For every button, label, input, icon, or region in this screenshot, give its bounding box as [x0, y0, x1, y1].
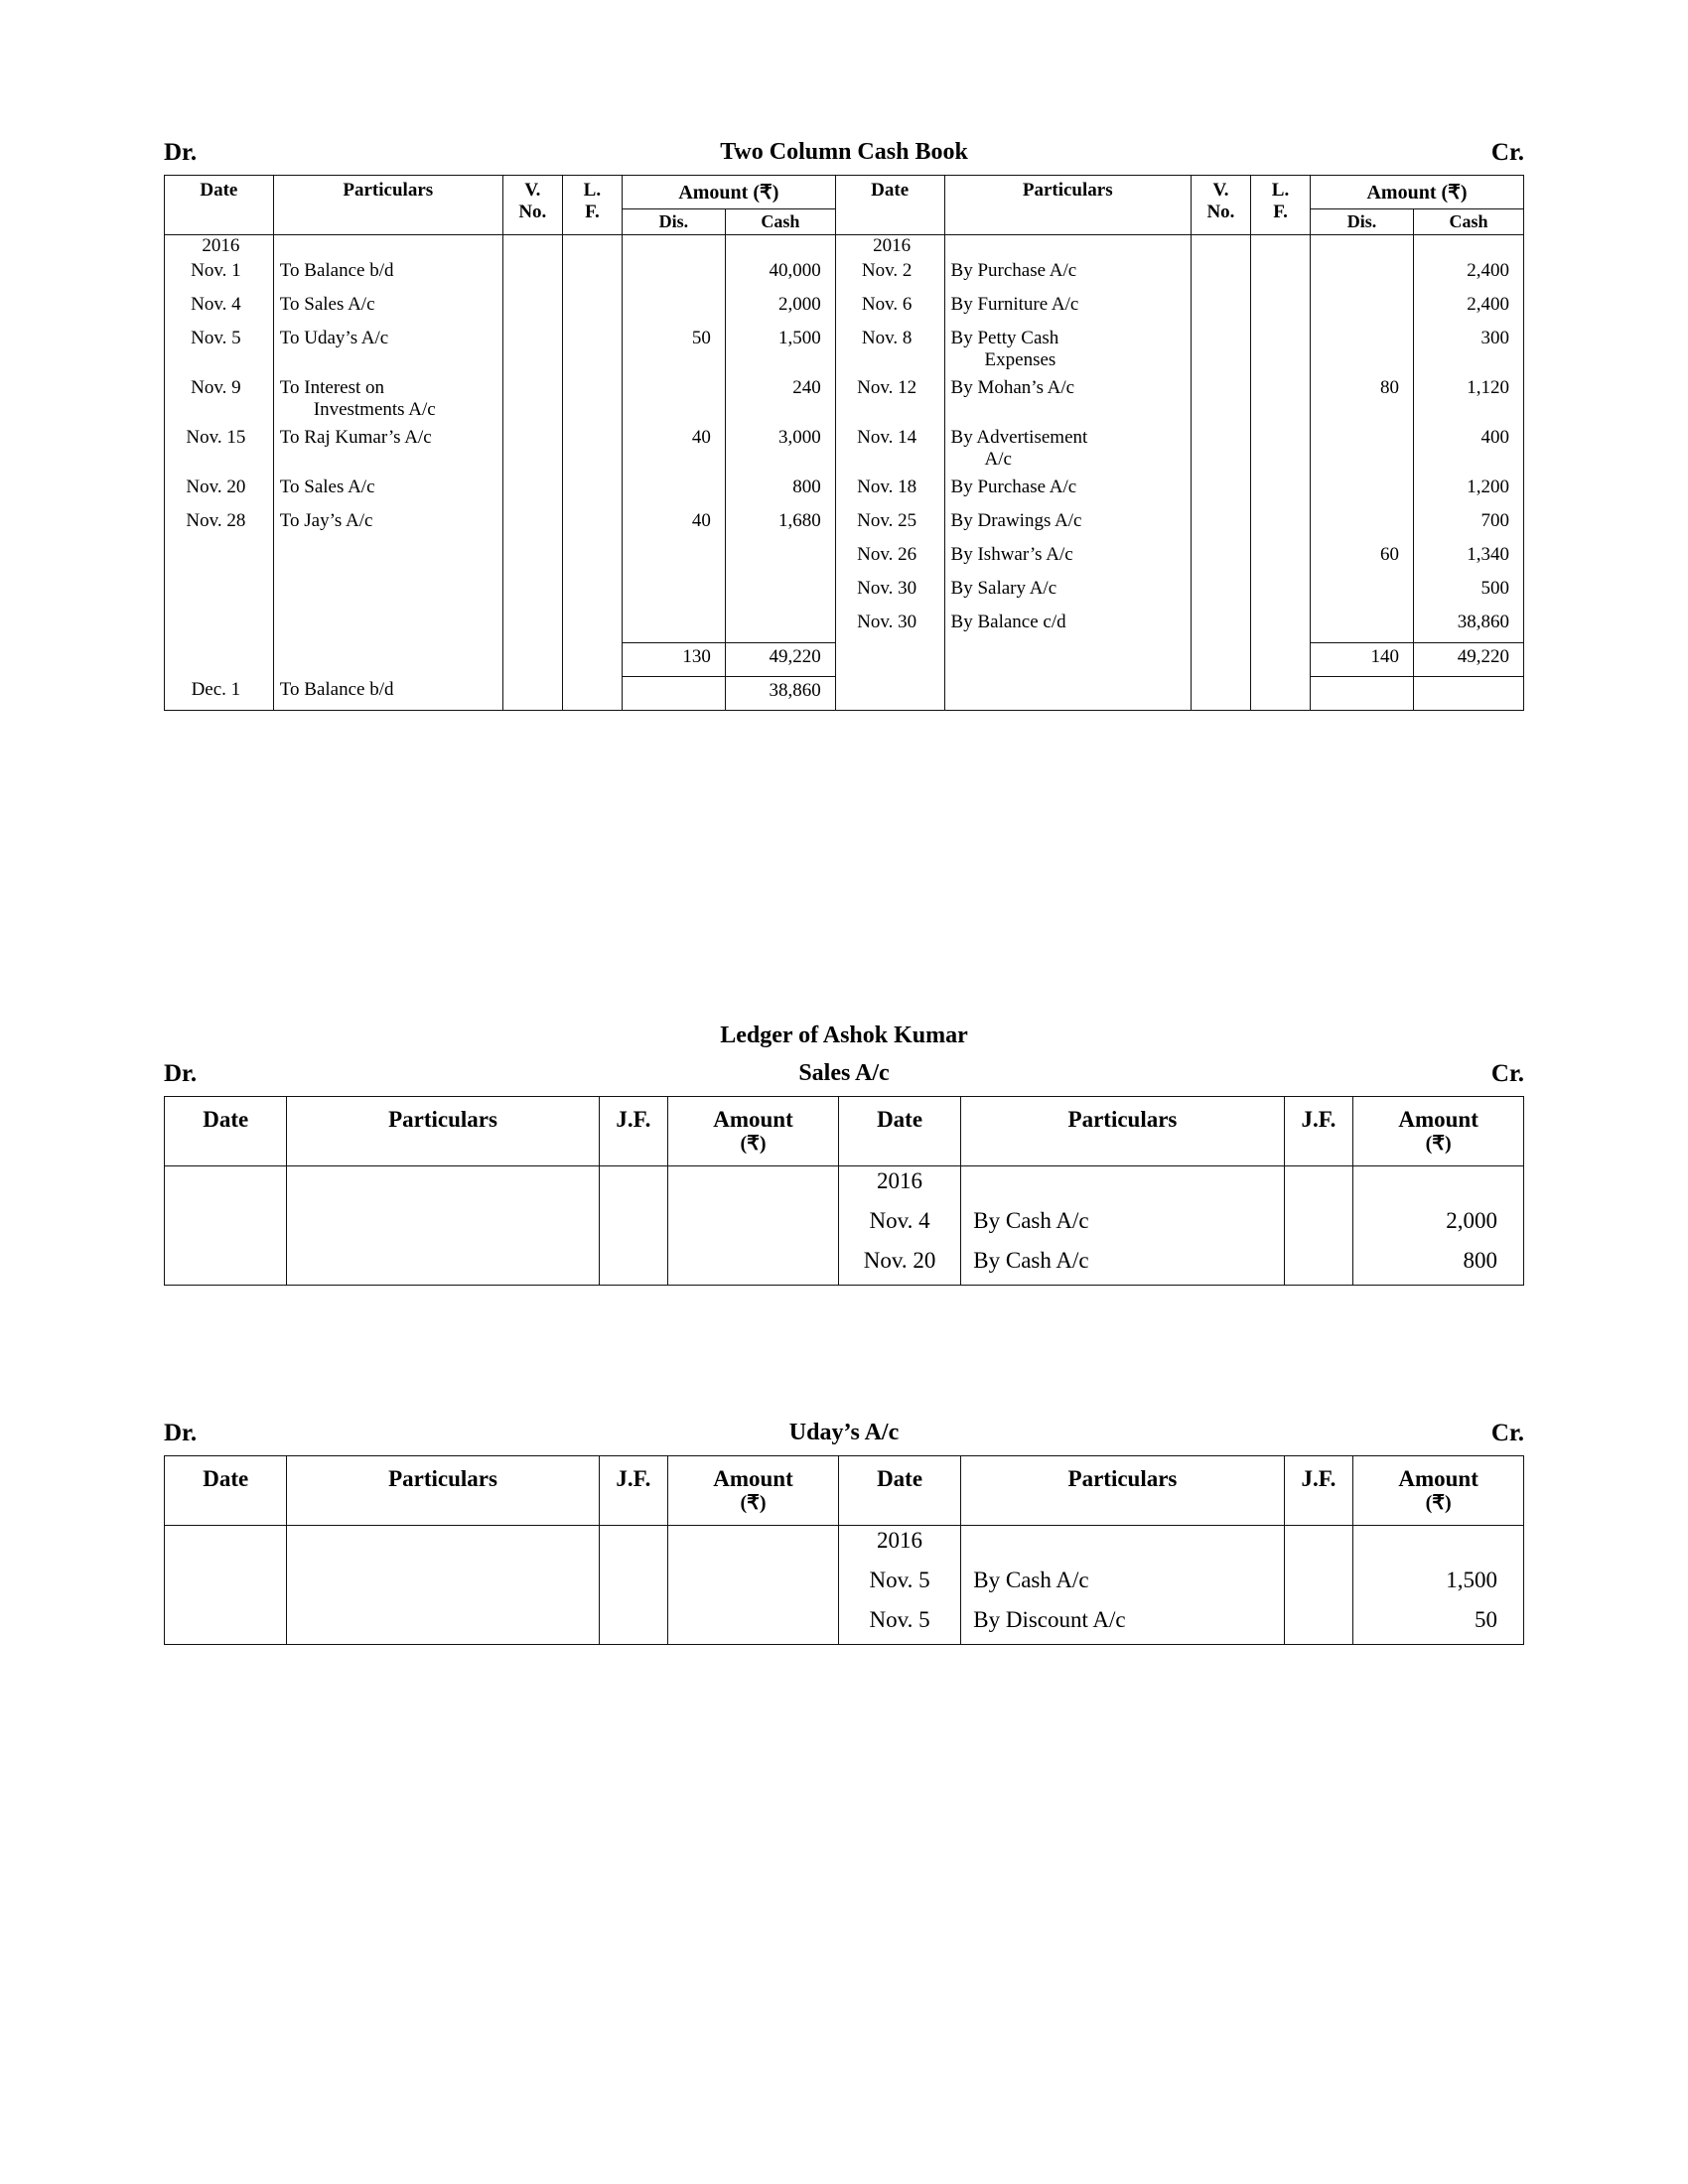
ledger-credit-amount-cell: 50: [1353, 1605, 1524, 1645]
credit-date-cell: Nov. 25: [835, 507, 944, 541]
uday-header-amount-cr-text: Amount: [1398, 1466, 1478, 1491]
table-row: [165, 235, 1524, 258]
credit-particulars-cell: By Drawings A/c: [944, 507, 1191, 541]
credit-total-particulars-cell: [944, 642, 1191, 676]
credit-total-cash-cell: 49,220: [1414, 642, 1524, 676]
ledger-debit-date-cell: [165, 1246, 287, 1286]
debit-date-cell: [165, 575, 274, 609]
credit-cash-cell: 400: [1414, 424, 1524, 474]
ledger-debit-particulars-cell: [287, 1166, 599, 1206]
ledger-debit-particulars-cell: [287, 1526, 599, 1566]
debit-cash-cell: [725, 575, 835, 609]
ledger-debit-jf-cell: [599, 1206, 668, 1246]
ledger-credit-amount-cell: [1353, 1526, 1524, 1566]
ledger-credit-jf-cell: [1284, 1166, 1353, 1206]
credit-vno-cell: [1191, 474, 1250, 507]
debit-particulars-cell: [273, 575, 502, 609]
uday-account-table: [164, 1455, 1524, 1645]
credit-total-discount-cell: 140: [1311, 642, 1414, 676]
uday-header-particulars-dr: Particulars: [287, 1456, 599, 1526]
cash-book-table: [164, 175, 1524, 711]
sales-header-amount-cr: [1353, 1097, 1524, 1166]
uday-header-amount-dr-rupee: (₹): [740, 1492, 767, 1515]
ledger-credit-particulars-cell: By Cash A/c: [961, 1566, 1284, 1605]
debit-lf-cell: [562, 575, 622, 609]
credit-lf-cell: [1250, 575, 1310, 609]
debit-discount-cell: [622, 609, 725, 642]
debit-total-lf-cell: [562, 642, 622, 676]
header-lf-dr: [562, 176, 622, 235]
debit-particulars-cell: To Balance b/d: [273, 257, 502, 291]
ledger-debit-jf-cell: [599, 1605, 668, 1645]
credit-balance-vno-cell: [1191, 676, 1250, 710]
credit-discount-cell: [1311, 609, 1414, 642]
header-dis-dr: Dis.: [622, 209, 725, 235]
debit-lf-cell: [562, 291, 622, 325]
debit-discount-cell: 40: [622, 424, 725, 474]
ledger-credit-jf-cell: [1284, 1566, 1353, 1605]
table-row: [165, 1526, 1524, 1566]
sales-account-body: [165, 1166, 1524, 1286]
debit-discount-cell: [622, 257, 725, 291]
debit-date-cell: Nov. 15: [165, 424, 274, 474]
credit-lf-cell: [1250, 424, 1310, 474]
ledger-debit-particulars-cell: [287, 1566, 599, 1605]
ledger-credit-amount-cell: 2,000: [1353, 1206, 1524, 1246]
credit-cash-cell: 500: [1414, 575, 1524, 609]
sales-header-jf-dr: J.F.: [599, 1097, 668, 1166]
credit-vno-cell: [1191, 257, 1250, 291]
ledger-debit-particulars-cell: [287, 1605, 599, 1645]
debit-discount-cell: [622, 541, 725, 575]
ledger-credit-jf-cell: [1284, 1526, 1353, 1566]
header-date-dr: Date: [165, 176, 274, 235]
debit-date-cell: [165, 609, 274, 642]
debit-balance-vno-cell: [502, 676, 562, 710]
uday-header-particulars-cr: Particulars: [961, 1456, 1284, 1526]
header-vno-dr-line2: No.: [518, 202, 547, 222]
ledger-debit-amount-cell: [668, 1166, 839, 1206]
header-lf-cr: [1250, 176, 1310, 235]
credit-total-date-cell: [835, 642, 944, 676]
sales-header-amount-dr: [668, 1097, 839, 1166]
debit-date-cell: Nov. 9: [165, 374, 274, 424]
uday-header-date-dr: Date: [165, 1456, 287, 1526]
table-row: [165, 474, 1524, 507]
table-row: [165, 507, 1524, 541]
table-row: [165, 541, 1524, 575]
header-vno-cr-line2: No.: [1206, 202, 1235, 222]
credit-date-cell: Nov. 2: [835, 257, 944, 291]
ledger-debit-date-cell: [165, 1526, 287, 1566]
uday-header-amount-cr-rupee: (₹): [1425, 1492, 1452, 1515]
debit-lf-cell: [562, 474, 622, 507]
header-particulars-cr: Particulars: [944, 176, 1191, 235]
ledger-credit-particulars-cell: By Discount A/c: [961, 1605, 1284, 1645]
debit-total-cash-cell: 49,220: [725, 642, 835, 676]
debit-blank-cell: [562, 235, 622, 258]
credit-lf-cell: [1250, 374, 1310, 424]
credit-blank-cell: [1250, 235, 1310, 258]
sales-header-amount-cr-rupee: (₹): [1425, 1133, 1452, 1156]
debit-discount-cell: [622, 374, 725, 424]
uday-header-amount-cr: [1353, 1456, 1524, 1526]
uday-header-amount-dr: [668, 1456, 839, 1526]
credit-balance-cash-cell: [1414, 676, 1524, 710]
ledger-debit-jf-cell: [599, 1526, 668, 1566]
debit-particulars-cell: To Jay’s A/c: [273, 507, 502, 541]
debit-particulars-cell: To Uday’s A/c: [273, 325, 502, 374]
ledger-debit-date-cell: [165, 1206, 287, 1246]
debit-lf-cell: [562, 609, 622, 642]
debit-balance-discount-cell: [622, 676, 725, 710]
credit-date-cell: Nov. 12: [835, 374, 944, 424]
debit-vno-cell: [502, 507, 562, 541]
sales-title-bar: [164, 1060, 1524, 1096]
table-row: [165, 1605, 1524, 1645]
debit-particulars-cell: To Raj Kumar’s A/c: [273, 424, 502, 474]
header-vno-cr-line1: V.: [1212, 180, 1229, 201]
cash-book-section: [164, 139, 1524, 711]
debit-cash-cell: [725, 609, 835, 642]
ledger-debit-jf-cell: [599, 1566, 668, 1605]
debit-blank-cell: [725, 235, 835, 258]
debit-total-particulars-cell: [273, 642, 502, 676]
uday-header-jf-dr: J.F.: [599, 1456, 668, 1526]
ledger-credit-particulars-cell: [961, 1526, 1284, 1566]
debit-balance-date-cell: Dec. 1: [165, 676, 274, 710]
debit-date-cell: Nov. 1: [165, 257, 274, 291]
table-row: [165, 1566, 1524, 1605]
credit-lf-cell: [1250, 291, 1310, 325]
ledger-heading-wrap: [164, 1023, 1524, 1049]
credit-vno-cell: [1191, 291, 1250, 325]
debit-discount-cell: [622, 291, 725, 325]
debit-discount-cell: [622, 575, 725, 609]
debit-discount-cell: 50: [622, 325, 725, 374]
balance-row: [165, 676, 1524, 710]
credit-lf-cell: [1250, 474, 1310, 507]
debit-total-discount-cell: 130: [622, 642, 725, 676]
ledger-credit-particulars-cell: [961, 1166, 1284, 1206]
credit-total-vno-cell: [1191, 642, 1250, 676]
debit-lf-cell: [562, 257, 622, 291]
ledger-debit-amount-cell: [668, 1566, 839, 1605]
debit-date-cell: [165, 541, 274, 575]
ledger-credit-year-cell: 2016: [838, 1166, 960, 1206]
cash-book-dr-label: Dr.: [164, 139, 198, 166]
credit-year-cell: 2016: [835, 235, 944, 258]
debit-particulars-cell: To Sales A/c: [273, 291, 502, 325]
sales-header-date-cr: Date: [838, 1097, 960, 1166]
debit-cash-cell: 2,000: [725, 291, 835, 325]
ledger-credit-date-cell: Nov. 20: [838, 1246, 960, 1286]
credit-date-cell: Nov. 14: [835, 424, 944, 474]
debit-date-cell: Nov. 4: [165, 291, 274, 325]
ledger-debit-particulars-cell: [287, 1246, 599, 1286]
credit-particulars-cell: By Salary A/c: [944, 575, 1191, 609]
debit-discount-cell: 40: [622, 507, 725, 541]
debit-cash-cell: 3,000: [725, 424, 835, 474]
table-row: [165, 1166, 1524, 1206]
debit-blank-cell: [622, 235, 725, 258]
credit-date-cell: Nov. 8: [835, 325, 944, 374]
credit-lf-cell: [1250, 507, 1310, 541]
debit-cash-cell: [725, 541, 835, 575]
credit-particulars-cell: By Ishwar’s A/c: [944, 541, 1191, 575]
ledger-credit-amount-cell: [1353, 1166, 1524, 1206]
cash-book-body: [165, 235, 1524, 711]
credit-cash-cell: 1,120: [1414, 374, 1524, 424]
table-row: [165, 325, 1524, 374]
ledger-credit-year-cell: 2016: [838, 1526, 960, 1566]
sales-account-table: [164, 1096, 1524, 1286]
credit-discount-cell: [1311, 424, 1414, 474]
debit-total-vno-cell: [502, 642, 562, 676]
header-lf-cr-line1: L.: [1271, 180, 1290, 201]
debit-vno-cell: [502, 609, 562, 642]
debit-cash-cell: 40,000: [725, 257, 835, 291]
debit-particulars-cell: [273, 541, 502, 575]
ledger-debit-amount-cell: [668, 1246, 839, 1286]
debit-particulars-cell: To Interest on Investments A/c: [273, 374, 502, 424]
ledger-debit-amount-cell: [668, 1605, 839, 1645]
uday-account-title: Uday’s A/c: [788, 1420, 900, 1445]
credit-blank-cell: [1311, 235, 1414, 258]
credit-discount-cell: [1311, 325, 1414, 374]
credit-particulars-cell: By Purchase A/c: [944, 474, 1191, 507]
uday-dr-label: Dr.: [164, 1420, 198, 1446]
debit-cash-cell: 800: [725, 474, 835, 507]
credit-date-cell: Nov. 26: [835, 541, 944, 575]
debit-vno-cell: [502, 541, 562, 575]
sales-account-section: [164, 1060, 1524, 1286]
uday-cr-label: Cr.: [1490, 1420, 1524, 1446]
header-vno-dr: [502, 176, 562, 235]
credit-vno-cell: [1191, 424, 1250, 474]
credit-total-lf-cell: [1250, 642, 1310, 676]
totals-row: [165, 642, 1524, 676]
ledger-credit-date-cell: Nov. 4: [838, 1206, 960, 1246]
header-cash-cr: Cash: [1414, 209, 1524, 235]
sales-account-title: Sales A/c: [798, 1060, 890, 1086]
credit-particulars-cell: By Petty Cash Expenses: [944, 325, 1191, 374]
credit-particulars-cell: By Advertisement A/c: [944, 424, 1191, 474]
credit-date-cell: Nov. 30: [835, 575, 944, 609]
credit-lf-cell: [1250, 325, 1310, 374]
credit-blank-cell: [1191, 235, 1250, 258]
credit-discount-cell: [1311, 575, 1414, 609]
credit-vno-cell: [1191, 609, 1250, 642]
ledger-debit-date-cell: [165, 1166, 287, 1206]
credit-lf-cell: [1250, 609, 1310, 642]
credit-cash-cell: 300: [1414, 325, 1524, 374]
cash-book-title: Two Column Cash Book: [720, 139, 968, 165]
debit-cash-cell: 1,680: [725, 507, 835, 541]
header-vno-cr: [1191, 176, 1250, 235]
ledger-debit-date-cell: [165, 1566, 287, 1605]
debit-blank-cell: [502, 235, 562, 258]
ledger-credit-particulars-cell: By Cash A/c: [961, 1206, 1284, 1246]
credit-cash-cell: 2,400: [1414, 257, 1524, 291]
credit-blank-cell: [1414, 235, 1524, 258]
credit-vno-cell: [1191, 374, 1250, 424]
credit-particulars-cell: By Purchase A/c: [944, 257, 1191, 291]
debit-vno-cell: [502, 474, 562, 507]
ledger-credit-jf-cell: [1284, 1605, 1353, 1645]
sales-header-particulars-cr: Particulars: [961, 1097, 1284, 1166]
ledger-debit-jf-cell: [599, 1166, 668, 1206]
sales-cr-label: Cr.: [1490, 1060, 1524, 1087]
ledger-debit-jf-cell: [599, 1246, 668, 1286]
credit-cash-cell: 700: [1414, 507, 1524, 541]
table-row: [165, 424, 1524, 474]
table-row: [165, 1246, 1524, 1286]
credit-balance-discount-cell: [1311, 676, 1414, 710]
table-row: [165, 609, 1524, 642]
credit-balance-particulars-cell: [944, 676, 1191, 710]
credit-date-cell: Nov. 18: [835, 474, 944, 507]
debit-vno-cell: [502, 257, 562, 291]
ledger-heading: Ledger of Ashok Kumar: [720, 1023, 968, 1048]
debit-total-date-cell: [165, 642, 274, 676]
debit-balance-lf-cell: [562, 676, 622, 710]
debit-balance-cash-cell: 38,860: [725, 676, 835, 710]
credit-lf-cell: [1250, 541, 1310, 575]
header-date-cr: Date: [835, 176, 944, 235]
credit-discount-cell: [1311, 291, 1414, 325]
ledger-credit-date-cell: Nov. 5: [838, 1566, 960, 1605]
header-amount-cr: Amount (₹): [1311, 176, 1524, 209]
header-vno-dr-line1: V.: [524, 180, 541, 201]
credit-date-cell: Nov. 6: [835, 291, 944, 325]
uday-header-jf-cr: J.F.: [1284, 1456, 1353, 1526]
credit-particulars-cell: By Furniture A/c: [944, 291, 1191, 325]
ledger-credit-amount-cell: 800: [1353, 1246, 1524, 1286]
header-lf-dr-line1: L.: [583, 180, 602, 201]
header-lf-dr-line2: F.: [585, 202, 600, 222]
debit-balance-particulars-cell: To Balance b/d: [273, 676, 502, 710]
debit-cash-cell: 240: [725, 374, 835, 424]
credit-lf-cell: [1250, 257, 1310, 291]
credit-blank-cell: [944, 235, 1191, 258]
table-row: [165, 374, 1524, 424]
ledger-credit-date-cell: Nov. 5: [838, 1605, 960, 1645]
credit-cash-cell: 1,340: [1414, 541, 1524, 575]
sales-header-amount-dr-rupee: (₹): [740, 1133, 767, 1156]
credit-discount-cell: 80: [1311, 374, 1414, 424]
ledger-credit-amount-cell: 1,500: [1353, 1566, 1524, 1605]
ledger-credit-particulars-cell: By Cash A/c: [961, 1246, 1284, 1286]
sales-dr-label: Dr.: [164, 1060, 198, 1087]
debit-date-cell: Nov. 28: [165, 507, 274, 541]
credit-date-cell: Nov. 30: [835, 609, 944, 642]
debit-vno-cell: [502, 374, 562, 424]
debit-vno-cell: [502, 325, 562, 374]
credit-cash-cell: 1,200: [1414, 474, 1524, 507]
debit-discount-cell: [622, 474, 725, 507]
debit-blank-cell: [273, 235, 502, 258]
header-particulars-dr: Particulars: [273, 176, 502, 235]
sales-header-particulars-dr: Particulars: [287, 1097, 599, 1166]
debit-cash-cell: 1,500: [725, 325, 835, 374]
credit-balance-lf-cell: [1250, 676, 1310, 710]
debit-lf-cell: [562, 424, 622, 474]
sales-header-jf-cr: J.F.: [1284, 1097, 1353, 1166]
header-cash-dr: Cash: [725, 209, 835, 235]
debit-lf-cell: [562, 325, 622, 374]
uday-account-section: [164, 1420, 1524, 1645]
credit-vno-cell: [1191, 541, 1250, 575]
debit-particulars-cell: [273, 609, 502, 642]
credit-vno-cell: [1191, 575, 1250, 609]
credit-particulars-cell: By Balance c/d: [944, 609, 1191, 642]
credit-discount-cell: 60: [1311, 541, 1414, 575]
debit-date-cell: Nov. 20: [165, 474, 274, 507]
debit-particulars-cell: To Sales A/c: [273, 474, 502, 507]
debit-date-cell: Nov. 5: [165, 325, 274, 374]
ledger-debit-amount-cell: [668, 1526, 839, 1566]
uday-header-amount-dr-text: Amount: [713, 1466, 793, 1491]
credit-cash-cell: 38,860: [1414, 609, 1524, 642]
table-row: [165, 575, 1524, 609]
credit-discount-cell: [1311, 507, 1414, 541]
uday-header-date-cr: Date: [838, 1456, 960, 1526]
credit-discount-cell: [1311, 474, 1414, 507]
credit-discount-cell: [1311, 257, 1414, 291]
uday-account-body: [165, 1526, 1524, 1645]
debit-lf-cell: [562, 541, 622, 575]
ledger-debit-amount-cell: [668, 1206, 839, 1246]
cash-book-cr-label: Cr.: [1490, 139, 1524, 166]
header-dis-cr: Dis.: [1311, 209, 1414, 235]
credit-particulars-cell: By Mohan’s A/c: [944, 374, 1191, 424]
credit-cash-cell: 2,400: [1414, 291, 1524, 325]
debit-year-cell: 2016: [165, 235, 274, 258]
sales-header-amount-dr-text: Amount: [713, 1107, 793, 1132]
debit-vno-cell: [502, 575, 562, 609]
header-lf-cr-line2: F.: [1273, 202, 1288, 222]
ledger-debit-particulars-cell: [287, 1206, 599, 1246]
ledger-credit-jf-cell: [1284, 1246, 1353, 1286]
credit-balance-date-cell: [835, 676, 944, 710]
credit-vno-cell: [1191, 507, 1250, 541]
sales-header-date-dr: Date: [165, 1097, 287, 1166]
cash-book-title-bar: [164, 139, 1524, 175]
table-row: [165, 257, 1524, 291]
debit-lf-cell: [562, 374, 622, 424]
table-row: [165, 291, 1524, 325]
table-row: [165, 1206, 1524, 1246]
debit-vno-cell: [502, 291, 562, 325]
uday-title-bar: [164, 1420, 1524, 1455]
debit-lf-cell: [562, 507, 622, 541]
debit-vno-cell: [502, 424, 562, 474]
sales-header-amount-cr-text: Amount: [1398, 1107, 1478, 1132]
ledger-credit-jf-cell: [1284, 1206, 1353, 1246]
ledger-debit-date-cell: [165, 1605, 287, 1645]
credit-vno-cell: [1191, 325, 1250, 374]
header-amount-dr: Amount (₹): [622, 176, 835, 209]
